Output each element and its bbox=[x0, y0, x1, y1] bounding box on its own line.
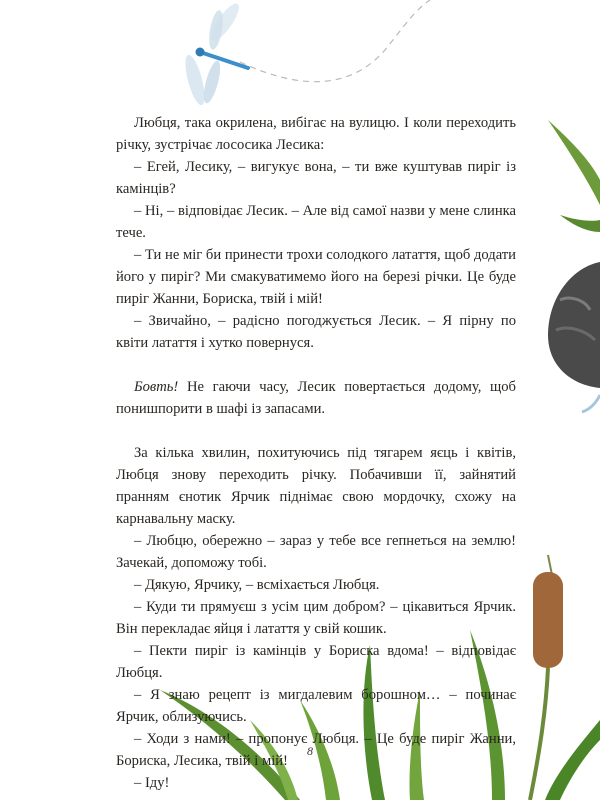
story-text bbox=[116, 112, 516, 794]
paragraph-6-text: Не гаючи часу, Лесик повертається додому, щоб понишпорити в шафі із запасами. bbox=[116, 379, 516, 417]
page-number: 8 bbox=[307, 744, 313, 758]
paragraph-4: – Ти не міг би принести трохи солодкого латаття, щоб додати його у пиріг? Ми смакуватимемо його на березі річки. Це буде пиріг Жанни, Бориска, твій і мій! bbox=[116, 247, 516, 307]
dragonfly-flight-path bbox=[240, 0, 430, 82]
paragraph-14: – Іду! bbox=[134, 775, 170, 791]
paragraph-13: – Ходи з нами! – пропонує Любця. – Це буде пиріг Жанни, Бориска, Лесика, твій і мій! bbox=[116, 731, 516, 769]
paragraph-2: – Егей, Лесику, – вигукує вона, – ти вже куштував пиріг із камінців? bbox=[116, 159, 516, 197]
paragraph-5: – Звичайно, – радісно погоджується Лесик. – Я пірну по квіти латаття і хутко повернуся. bbox=[116, 313, 516, 351]
paragraph-12: – Я знаю рецепт із мигдалевим борошном… – починає Ярчик, облизуючись. bbox=[116, 687, 516, 725]
paragraph-11: – Пекти пиріг із камінців у Бориска вдома! – відповідає Любця. bbox=[116, 643, 516, 681]
paragraph-7: За кілька хвилин, похитуючись під тягарем яєць і квітів, Любця знову переходить річку. Побачивши її, зайнятий пранням єнотик Ярчик піднімає свою мордочку, схожу на карнавальну маску. bbox=[116, 445, 516, 527]
paragraph-3: – Ні, – відповідає Лесик. – Але від самої назви у мене слинка тече. bbox=[116, 203, 516, 241]
paragraph-1: Любця, така окрилена, вибігає на вулицю. І коли переходить річку, зустрічає лососика Лесика: bbox=[116, 115, 516, 153]
paragraph-10: – Куди ти прямуєш з усім цим добром? – цікавиться Ярчик. Він перекладає яйця і латаття у свій кошик. bbox=[116, 599, 516, 637]
leaf-mid-right bbox=[560, 215, 600, 232]
leaf-top-right bbox=[548, 120, 600, 205]
onomatopoeia: Бовть! bbox=[134, 379, 179, 395]
raccoon-edge bbox=[548, 262, 600, 412]
dragonfly-icon bbox=[182, 0, 248, 107]
paragraph-8: – Любцю, обережно – зараз у тебе все гепнеться на землю! Зачекай, допоможу тобі. bbox=[116, 533, 516, 571]
cattail-icon bbox=[530, 555, 563, 800]
grass-leaf-5 bbox=[545, 720, 600, 800]
paragraph-9: – Дякую, Ярчику, – всміхається Любця. bbox=[134, 577, 380, 593]
paragraph-6 bbox=[116, 376, 516, 420]
